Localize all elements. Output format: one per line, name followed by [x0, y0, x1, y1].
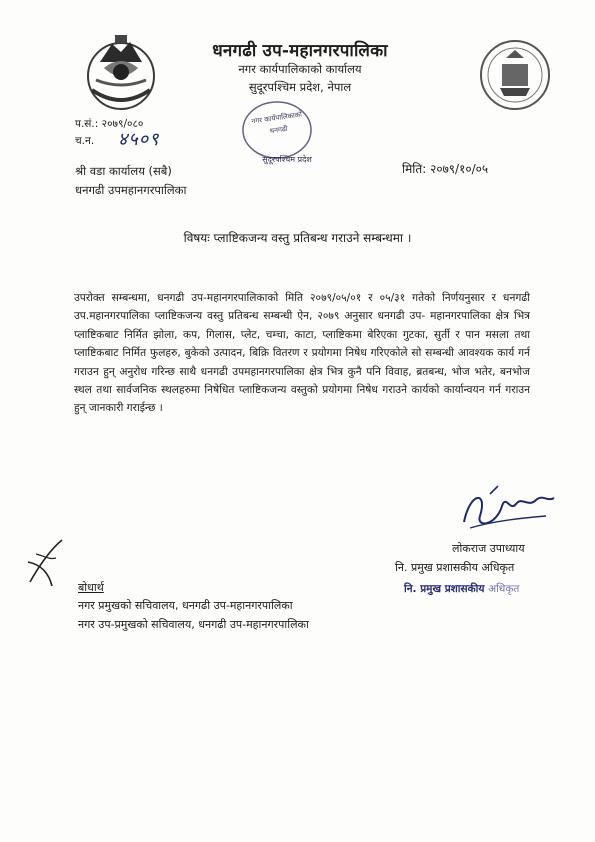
margin-mark-icon	[22, 534, 72, 592]
signature-icon	[450, 482, 560, 540]
chalani-number-handwritten: ४५०९	[118, 129, 160, 150]
recipient-line-1: श्री वडा कार्यालय (सबै)	[75, 164, 172, 178]
designation-stamp	[404, 582, 519, 596]
designation-stamp-bold: नि. प्रमुख प्रशासकीय	[404, 583, 485, 595]
cc-item: नगर उप-प्रमुखको सचिवालय, धनगढी उप-महानगरपालिका	[78, 618, 309, 631]
organization-name: धनगढी उप-महानगरपालिका	[212, 41, 388, 61]
chalani-label: च.न.	[75, 135, 95, 147]
municipality-seal-icon	[478, 38, 552, 112]
stamp-line-3: सुदूरपश्चिम प्रदेश	[262, 155, 312, 164]
stamp-line-2: धनगढी	[269, 124, 289, 136]
stamp-line-1: नगर कार्यपालिकाको	[250, 110, 303, 126]
designation-stamp-light: अधिकृत	[488, 583, 520, 595]
patra-sankhya: प.सं.: २०७९/०८०	[75, 118, 144, 130]
letter-body: उपरोक्त सम्बन्धमा, धनगढी उप-महानगरपालिकाको मिति २०७९/०५/०१ र ०५/३१ गतेको निर्णयनुसार र धनगढी उप.महानगरपालिका प्लाष्टिकजन्य वस्तु प्रतिबन्ध सम्बन्धी ऐन, २०७९ अनुसार धनगढी उप- महानगरपालिका क्षेत्र भित्र प्लाष्टिकबाट निर्मित झोला, कप, गिलास, प्लेट, चम्चा, काटा, प्लाष्टिकमा बेरिएका गुटका, सुर्ती र पान मसला तथा प्लाष्टिकबाट निर्मित फुलहरु, बुकेको उत्पादन, बिक्रि वितरण र प्रयोगमा निषेध गरिएकोले सो सम्बन्धी आवश्यक कार्य गर्न गराउन हुन् अनुरोध गरिन्छ साथै धनगढी उपमहानगरपालिका क्षेत्र भित्र कुनै पनि विवाह, ब्रतबन्ध, भोज भतेर, बनभोज स्थल तथा सार्वजनिक स्थलहरुमा निषेधित प्लाष्टिकजन्य वस्तुको प्रयोगमा निषेध गराउने कार्यको कार्यान्वयन गर्न गराउन हुन् जानकारी गराईन्छ ।	[74, 292, 530, 415]
letter-subject: विषयः प्लाष्टिकजन्य वस्तु प्रतिबन्ध गराउने सम्बन्धमा ।	[183, 231, 412, 245]
recipient-line-2: धनगढी उपमहानगरपालिका	[75, 183, 187, 197]
letter-date: मिति: २०७९/१०/०५	[402, 162, 489, 176]
office-stamp-icon	[225, 98, 335, 168]
cc-item: नगर प्रमुखको सचिवालय, धनगढी उप-महानगरपालिका	[78, 599, 293, 612]
signer-name: लोकराज उपाध्याय	[452, 542, 525, 555]
office-address: सुदूरपश्चिम प्रदेश, नेपाल	[248, 80, 352, 94]
office-name: नगर कार्यपालिकाको कार्यालय	[238, 62, 362, 76]
signer-title: नि. प्रमुख प्रशासकीय अधिकृत	[395, 561, 515, 574]
cc-heading: बोधार्थ	[78, 581, 104, 594]
